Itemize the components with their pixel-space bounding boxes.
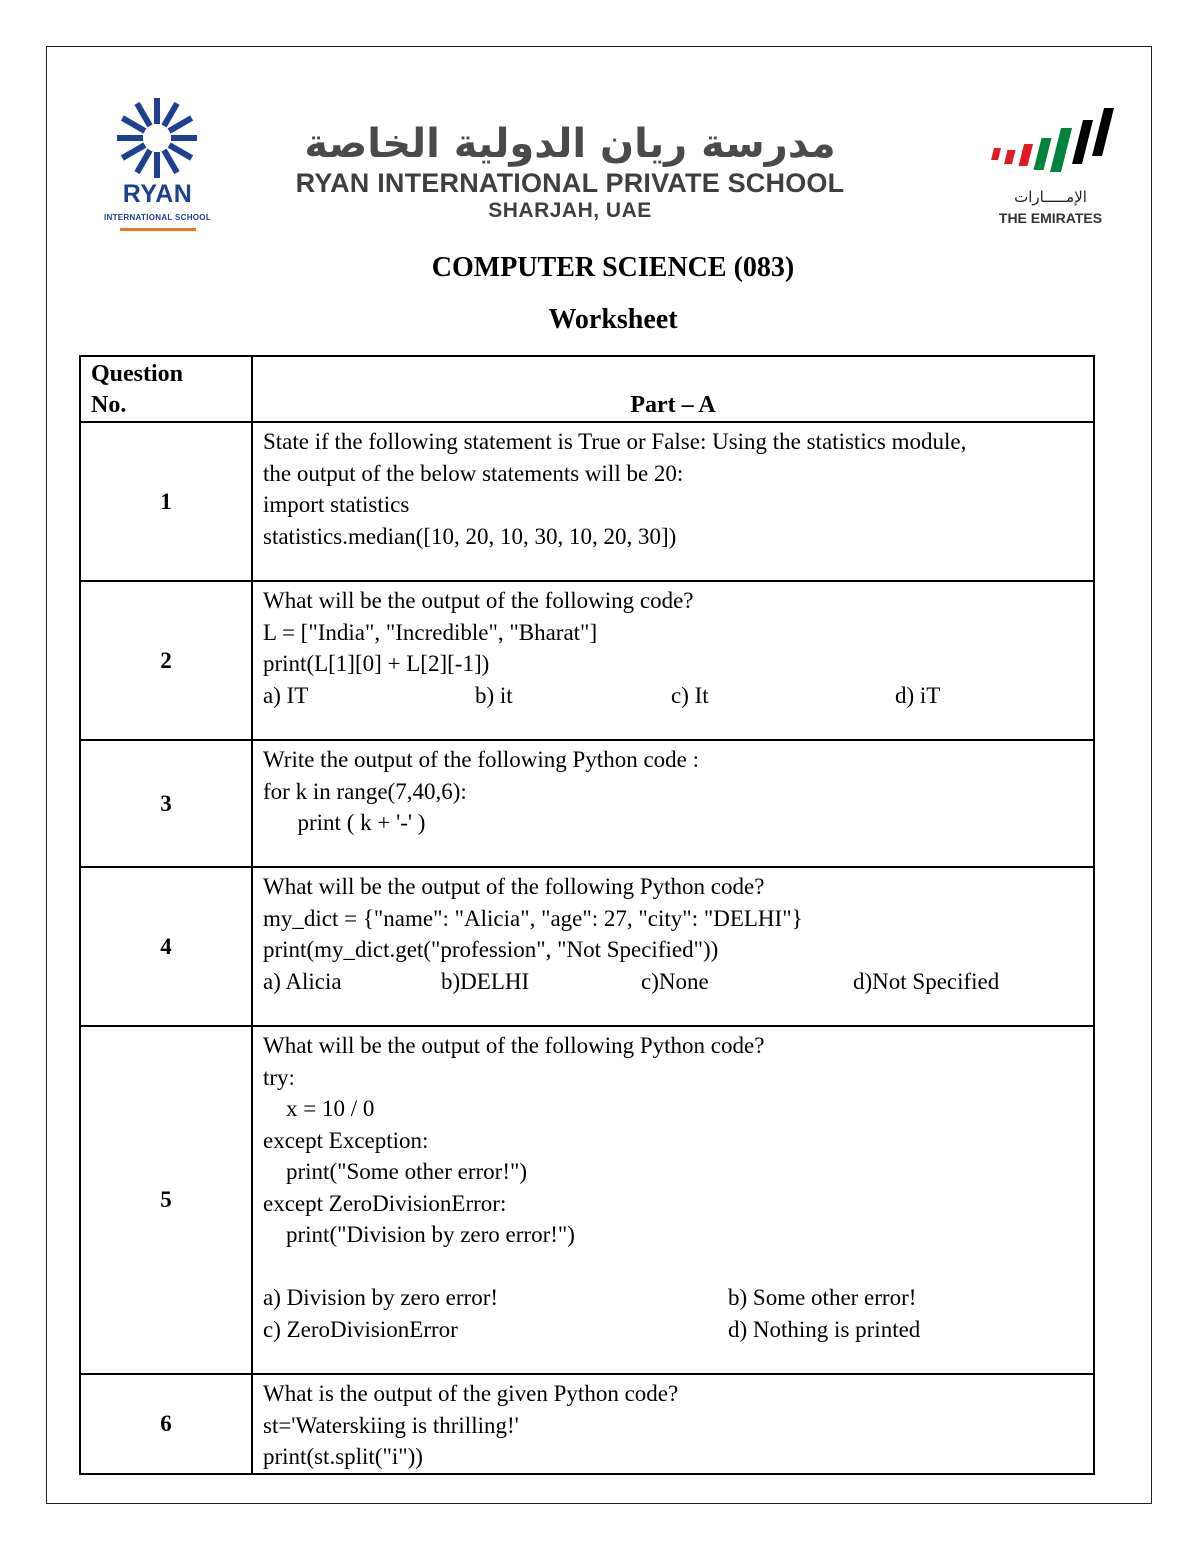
emirates-bars-icon <box>978 100 1123 186</box>
question-body <box>252 422 1094 581</box>
option-d: d)Not Specified <box>853 968 1000 994</box>
answer-options <box>263 966 1083 998</box>
table-row <box>80 867 1094 1026</box>
worksheet-table <box>79 355 1095 1475</box>
school-name: RYAN INTERNATIONAL PRIVATE SCHOOL <box>295 168 845 198</box>
answer-options <box>263 680 1083 712</box>
question-line: except Exception: <box>263 1127 429 1153</box>
question-number: 5 <box>80 1026 252 1374</box>
page-title: COMPUTER SCIENCE (083) <box>431 252 795 283</box>
ryan-logo-name: RYAN <box>122 180 193 208</box>
option-c: c) It <box>671 682 709 708</box>
ryan-starburst-icon <box>95 96 220 180</box>
question-line: try: <box>263 1064 295 1090</box>
option-a: a) IT <box>263 682 309 708</box>
table-row <box>80 740 1094 867</box>
question-line: print(st.split("i")) <box>263 1444 423 1469</box>
question-line: What will be the output of the following code? <box>263 588 694 613</box>
question-number: 6 <box>80 1374 252 1474</box>
question-line: import statistics <box>263 492 410 517</box>
question-line: print("Division by zero error!") <box>263 1222 575 1247</box>
emirates-arabic: الإمـــــارات <box>1014 188 1087 206</box>
answer-options <box>263 1282 1083 1314</box>
question-line: print("Some other error!") <box>263 1159 528 1184</box>
option-b: b) Some other error! <box>728 1285 917 1310</box>
question-line: the output of the below statements will be 20: <box>263 460 684 486</box>
question-header-line2: No. <box>91 392 127 418</box>
question-body <box>252 581 1094 740</box>
question-line: print ( k + '-' ) <box>263 810 426 835</box>
table-row <box>80 1026 1094 1374</box>
question-no-header <box>80 356 252 422</box>
school-location: SHARJAH, UAE <box>488 199 652 222</box>
ryan-logo <box>95 96 220 236</box>
ryan-logo-underline <box>120 228 196 231</box>
the-emirates-logo <box>978 100 1128 230</box>
question-header-line1: Question <box>91 361 184 387</box>
question-line: print(L[1][0] + L[2][-1]) <box>263 651 490 676</box>
page-subtitle: Worksheet <box>548 304 678 335</box>
option-a: a) Alicia <box>263 968 342 994</box>
question-line: State if the following statement is True or False: Using the statistics module, <box>263 429 967 454</box>
question-number: 4 <box>80 867 252 1026</box>
question-body <box>252 867 1094 1026</box>
school-name-arabic: مدرسة ريان الدولية الخاصة <box>304 121 836 167</box>
question-body <box>252 1374 1094 1474</box>
question-line: print(my_dict.get("profession", "Not Specified")) <box>263 937 719 962</box>
table-row <box>80 422 1094 581</box>
question-body <box>252 1026 1094 1374</box>
school-name-block <box>270 120 870 230</box>
table-row <box>80 581 1094 740</box>
ryan-logo-sub: INTERNATIONAL SCHOOL <box>103 213 212 222</box>
question-number: 2 <box>80 581 252 740</box>
answer-options <box>263 1314 1083 1346</box>
option-c: c)None <box>641 968 709 994</box>
question-line: What is the output of the given Python code? <box>263 1381 679 1406</box>
question-number: 3 <box>80 740 252 867</box>
table-header-row <box>80 356 1094 422</box>
question-body <box>252 740 1094 867</box>
option-a: a) Division by zero error! <box>263 1285 499 1310</box>
question-line: except ZeroDivisionError: <box>263 1190 507 1216</box>
option-b: b)DELHI <box>441 968 530 994</box>
question-line: for k in range(7,40,6): <box>263 778 467 804</box>
question-line: my_dict = {"name": "Alicia", "age": 27, "city": "DELHI"} <box>263 905 803 931</box>
emirates-english: THE EMIRATES <box>998 210 1103 226</box>
question-line: What will be the output of the following Python code? <box>263 1033 765 1058</box>
option-b: b) it <box>475 682 513 708</box>
question-line: x = 10 / 0 <box>263 1096 375 1121</box>
question-number: 1 <box>80 422 252 581</box>
option-c: c) ZeroDivisionError <box>263 1316 458 1342</box>
question-line: What will be the output of the following Python code? <box>263 874 765 899</box>
question-line: Write the output of the following Python code : <box>263 747 700 772</box>
question-line: statistics.median([10, 20, 10, 30, 10, 20, 30]) <box>263 523 677 549</box>
table-row <box>80 1374 1094 1474</box>
question-line: st='Waterskiing is thrilling!' <box>263 1412 519 1438</box>
option-d: d) iT <box>895 682 941 708</box>
part-header: Part – A <box>252 356 1094 422</box>
question-line: L = ["India", "Incredible", "Bharat"] <box>263 619 598 645</box>
option-d: d) Nothing is printed <box>728 1316 921 1342</box>
spacer <box>263 1251 1083 1283</box>
